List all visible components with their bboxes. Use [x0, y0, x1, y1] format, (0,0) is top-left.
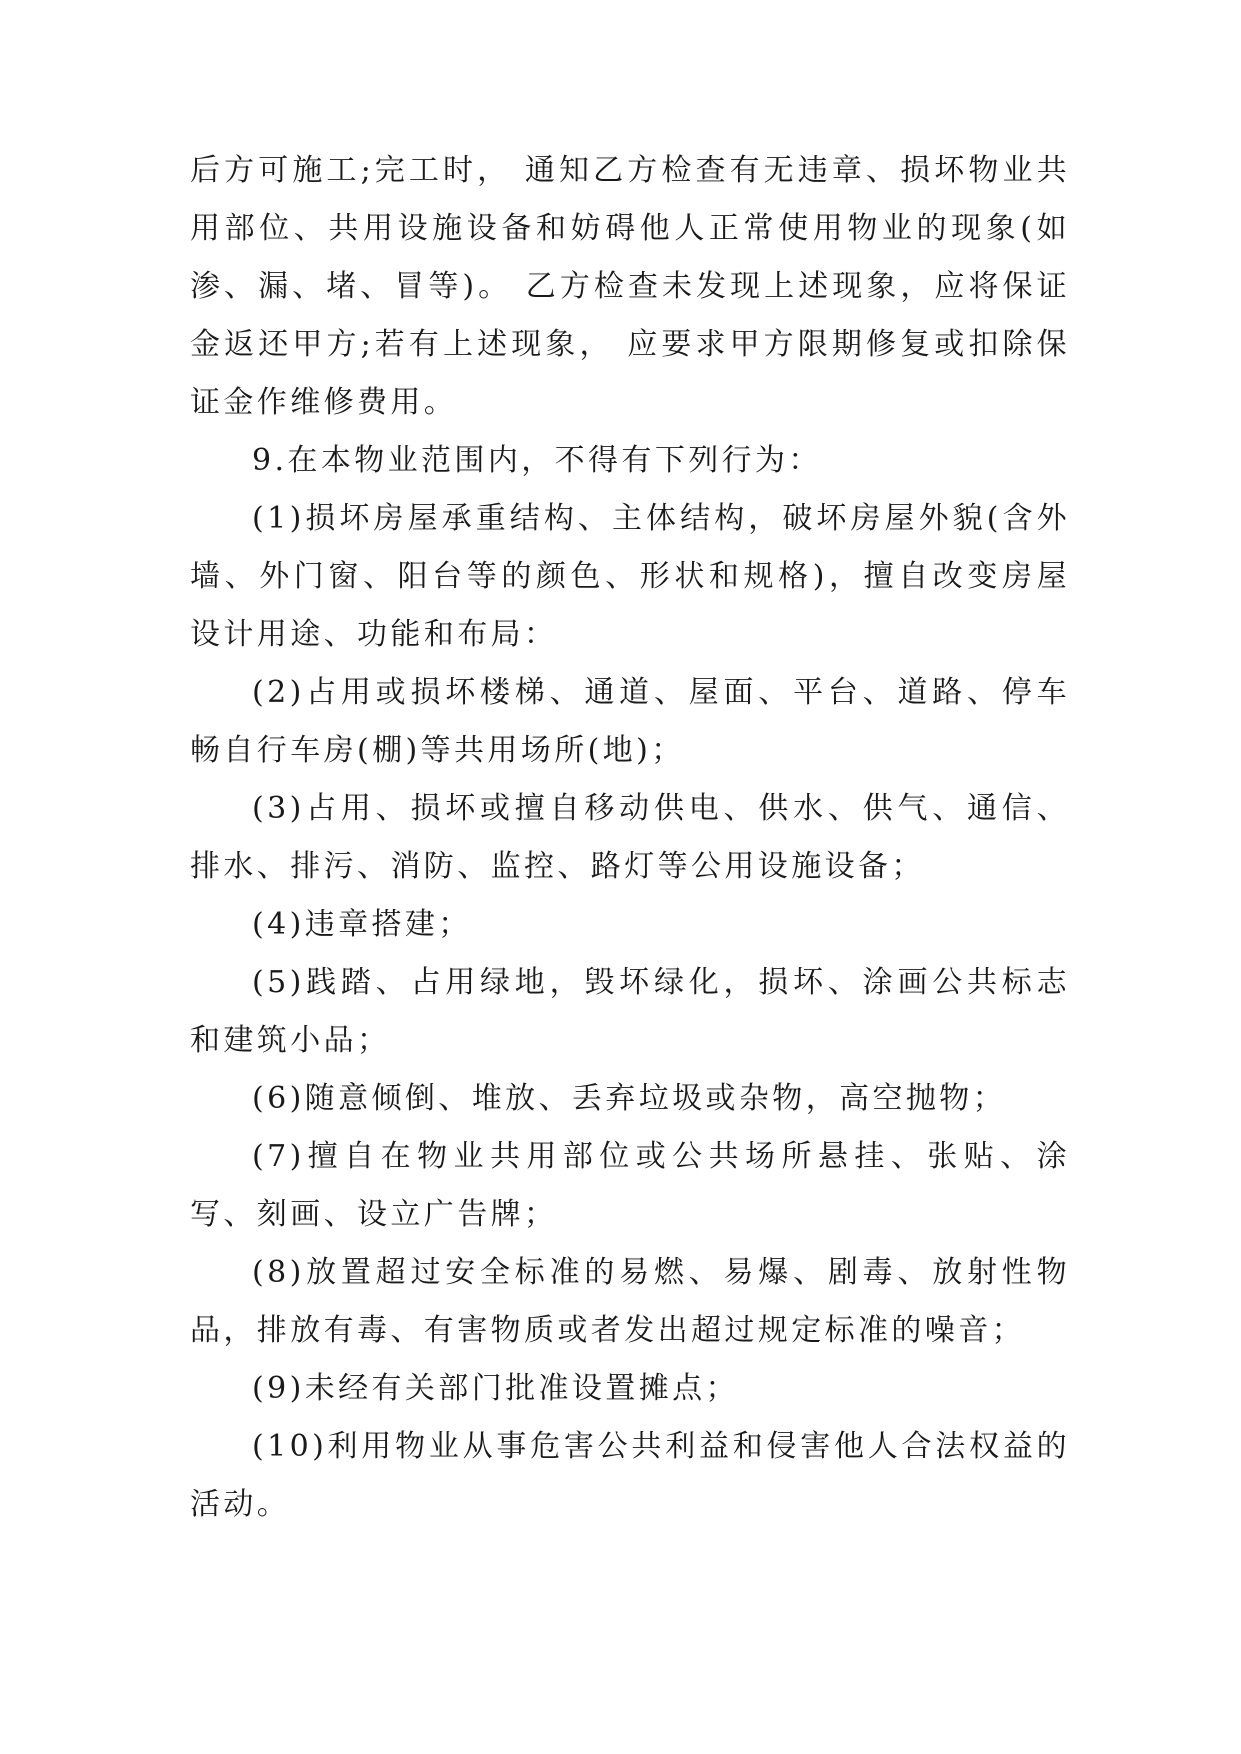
paragraph-sub-2: (2)占用或损坏楼梯、通道、屋面、平台、道路、停车畅自行车房(棚)等共用场所(地)； [190, 675, 1070, 768]
paragraph-sub-9: (9)未经有关部门批准设置摊点； [252, 1371, 739, 1406]
paragraph-sub-7: (7)擅自在物业共用部位或公共场所悬挂、张贴、涂写、刻画、设立广告牌； [190, 1139, 1070, 1232]
paragraph-sub-5: (5)践踏、占用绿地，毁坏绿化，损坏、涂画公共标志和建筑小品； [190, 965, 1070, 1058]
paragraph-sub-6: (6)随意倾倒、堆放、丢弃垃圾或杂物，高空抛物； [252, 1081, 1007, 1116]
document-page [190, 142, 1070, 1534]
paragraph-sub-10: (10)利用物业从事危害公共利益和侵害他人合法权益的活动。 [190, 1429, 1070, 1522]
paragraph-item-9: 9.在本物业范围内，不得有下列行为： [252, 443, 822, 478]
paragraph-sub-4: (4)违章搭建； [252, 907, 472, 942]
paragraph-continuation: 后方可施工;完工时， 通知乙方检查有无违章、损坏物业共用部位、共用设施设备和妨碍他人正常使用物业的现象(如渗、漏、堵、冒等)。 乙方检查未发现上述现象，应将保证金返还甲方;若有上述现象， 应要求甲方限期修复或扣除保证金作维修费用。 [190, 153, 1070, 420]
paragraph-sub-8: (8)放置超过安全标准的易燃、易爆、剧毒、放射性物品，排放有毒、有害物质或者发出超过规定标准的噪音； [190, 1255, 1070, 1348]
paragraph-sub-1: (1)损坏房屋承重结构、主体结构，破坏房屋外貌(含外墙、外门窗、阳台等的颜色、形状和规格)，擅自改变房屋设计用途、功能和布局： [190, 501, 1070, 652]
paragraph-sub-3: (3)占用、损坏或擅自移动供电、供水、供气、通信、排水、排污、消防、监控、路灯等公用设施设备； [190, 791, 1070, 884]
